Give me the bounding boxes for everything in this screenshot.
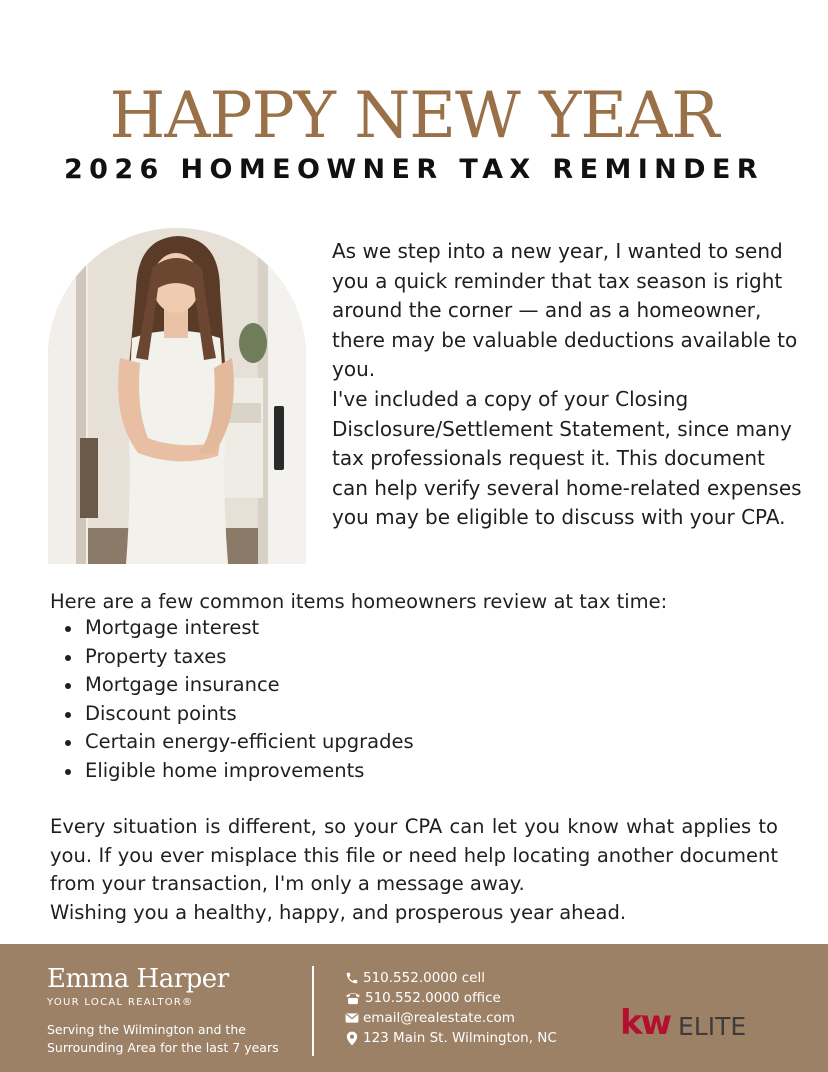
list-lead: Here are a few common items homeowners review at tax time: [50,590,668,613]
contact-email-text: email@realestate.com [363,1010,515,1026]
contact-address[interactable] [345,1028,605,1048]
page-title: HAPPY NEW YEAR [109,79,719,153]
contact-office-text: 510.552.0000 office [365,990,501,1006]
list-item: Mortgage interest [62,614,662,643]
agent-name: Emma Harper [47,964,229,994]
list-item: Property taxes [62,643,662,672]
intro-paragraph: I've included a copy of your Closing Disclosure/Settlement Statement, since many tax professionals request it. This document can help verify several home-related expenses you may be eligible to discuss with your CPA. [332,386,802,530]
list-item: Discount points [62,700,662,729]
page-subtitle: 2026 HOMEOWNER TAX REMINDER [64,154,764,185]
agent-portrait [48,228,306,564]
closing-paragraph: Every situation is different, so your CPA can let you know what applies to you. If you ever misplace this file or need help locating another document from your transaction, I'm only a message away. [50,815,778,896]
list-item: Eligible home improvements [62,757,662,786]
email-icon [345,1012,359,1024]
location-pin-icon [345,1031,359,1046]
tax-items-list [62,614,662,785]
phone-icon [345,971,359,985]
contact-email[interactable] [345,1008,605,1028]
brand-mark: kw [620,1003,671,1042]
agent-role: YOUR LOCAL REALTOR® [47,997,194,1008]
closing-paragraph: Wishing you a healthy, happy, and prosperous year ahead. [50,900,627,924]
office-phone-icon [345,991,361,1005]
list-item: Mortgage insurance [62,671,662,700]
closing-text [50,813,778,927]
contact-cell[interactable] [345,968,605,988]
contact-cell-text: 510.552.0000 cell [363,970,485,986]
list-item: Certain energy-efficient upgrades [62,728,662,757]
contact-office[interactable] [345,988,605,1008]
kw-elite-logo [620,1002,760,1042]
footer-divider [312,966,314,1056]
brand-word: ELITE [678,1012,747,1041]
intro-paragraph: As we step into a new year, I wanted to send you a quick reminder that tax season is right around the corner — and as a homeowner, there may be valuable deductions available to you. [332,239,798,382]
contact-list [345,968,605,1048]
contact-address-text: 123 Main St. Wilmington, NC [363,1030,557,1046]
intro-text [332,237,802,533]
footer [0,944,828,1072]
service-area: Serving the Wilmington and the Surrounding Area for the last 7 years [47,1022,279,1055]
